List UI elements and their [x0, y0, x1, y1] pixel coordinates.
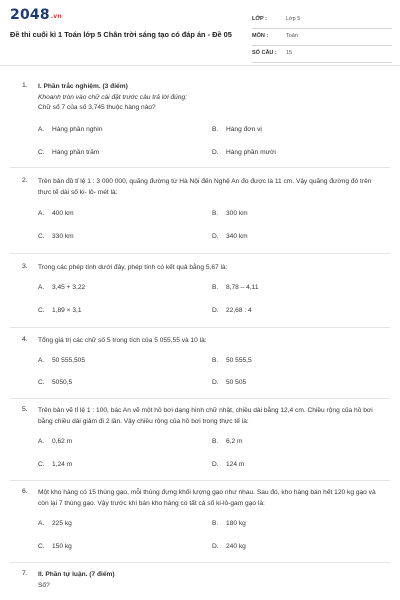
meta-value: Toán — [286, 33, 298, 39]
option-b[interactable]: B. 50 555,5 — [212, 357, 252, 364]
divider — [10, 253, 390, 254]
option-a[interactable]: A. 50 555,505 — [38, 357, 86, 364]
option-c[interactable]: C. 1,89 × 3,1 — [38, 307, 82, 314]
question-number: 3. — [22, 263, 28, 270]
document-header — [0, 0, 400, 66]
question-number: 5. — [22, 406, 28, 413]
question-text: Trong các phép tính dưới đây, phép tính có kết quả bằng 5,67 là: — [38, 264, 228, 271]
divider — [10, 562, 390, 563]
meta-label: LỚP : — [252, 16, 267, 22]
option-b[interactable]: B. 8,78 – 4,11 — [212, 284, 259, 291]
meta-value: 15 — [286, 50, 293, 56]
question-text: Một kho hàng có 15 thùng gạo, mỗi thùng đựng khối lượng gạo như nhau. Sau đó, kho hàng bán hết 120 kg gạo và còn lại 7 thùng gạo. Vậy trước khi bán kho hàng có tất cả số ki-lô-gam gạo là: — [38, 489, 376, 507]
option-b[interactable]: B. Hàng đơn vị — [212, 126, 262, 133]
section-heading: II. Phần tự luận. (7 điểm) — [38, 571, 115, 578]
question-number: 4. — [22, 336, 28, 343]
option-c[interactable]: C. 330 km — [38, 233, 74, 240]
page-title: Đề thi cuối kì 1 Toán lớp 5 Chân trời sáng tạo có đáp án - Đề 05 — [10, 30, 232, 39]
question-text: Chữ số 7 của số 3,745 thuộc hàng nào? — [38, 104, 156, 111]
question-text: Tổng giá trị các chữ số 5 trong tích của 5 055,55 và 10 là: — [38, 337, 207, 344]
divider — [10, 167, 390, 168]
meta-label: MÔN : — [252, 33, 269, 39]
meta-value: Lớp 5 — [286, 16, 301, 22]
meta-row-subject — [252, 29, 392, 46]
option-b[interactable]: B. 6,2 m — [212, 438, 243, 445]
divider — [10, 398, 390, 399]
question-number: 6. — [22, 488, 28, 495]
section-heading: I. Phần trắc nghiệm. (3 điểm) — [38, 83, 128, 90]
divider — [10, 327, 390, 328]
question-number: 7. — [22, 570, 28, 577]
meta-table — [252, 12, 392, 63]
option-b[interactable]: B. 180 kg — [212, 520, 246, 527]
option-d[interactable]: D. 240 kg — [212, 543, 246, 550]
question-number: 2. — [22, 177, 28, 184]
meta-row-grade — [252, 12, 392, 29]
option-c[interactable]: C. 5050,5 — [38, 379, 73, 386]
option-d[interactable]: D. 340 km — [212, 233, 248, 240]
question-text: Trên bản đồ tỉ lệ 1 : 3 000 000, quãng đường từ Hà Nội đến Nghệ An đo được là 11 cm. Vậy quãng đường đó trên thực tế dài số ki- lô- mét là: — [38, 178, 372, 196]
site-logo[interactable] — [10, 7, 62, 23]
option-d[interactable]: D. 124 m — [212, 461, 245, 468]
option-b[interactable]: B. 300 km — [212, 210, 248, 217]
option-c[interactable]: C. 150 kg — [38, 543, 72, 550]
meta-row-count — [252, 46, 392, 63]
divider — [10, 480, 390, 481]
question-number: 1. — [22, 82, 28, 89]
option-a[interactable]: A. Hàng phần nghìn — [38, 126, 103, 133]
option-c[interactable]: C. Hàng phần trăm — [38, 149, 100, 156]
question-text: Số? — [38, 582, 50, 589]
logo-text: 2048 — [10, 7, 50, 23]
logo-suffix: .vn — [50, 13, 62, 20]
option-a[interactable]: A. 225 kg — [38, 520, 72, 527]
option-d[interactable]: D. 22,68 : 4 — [212, 307, 252, 314]
question-instruction: Khoanh tròn vào chữ cái đặt trước câu trả lời đúng: — [38, 94, 188, 101]
option-d[interactable]: D. 50 505 — [212, 379, 247, 386]
question-text: Trên bản vẽ tỉ lệ 1 : 100, bác An vẽ một hồ bơi dạng hình chữ nhật, chiều dài bằng 12,4 cm. Chiều rộng của hồ bơi bằng chiều dài giảm đi 2 lần. Vậy chiều rộng của hồ bơi trong thực tế là: — [38, 407, 373, 425]
option-c[interactable]: C. 1,24 m — [38, 461, 73, 468]
option-d[interactable]: D. Hàng phần mười — [212, 149, 276, 156]
option-a[interactable]: A. 400 km — [38, 210, 74, 217]
option-a[interactable]: A. 0,62 m — [38, 438, 73, 445]
option-a[interactable]: A. 3,45 + 3,22 — [38, 284, 86, 291]
meta-label: SỐ CÂU : — [252, 50, 277, 56]
